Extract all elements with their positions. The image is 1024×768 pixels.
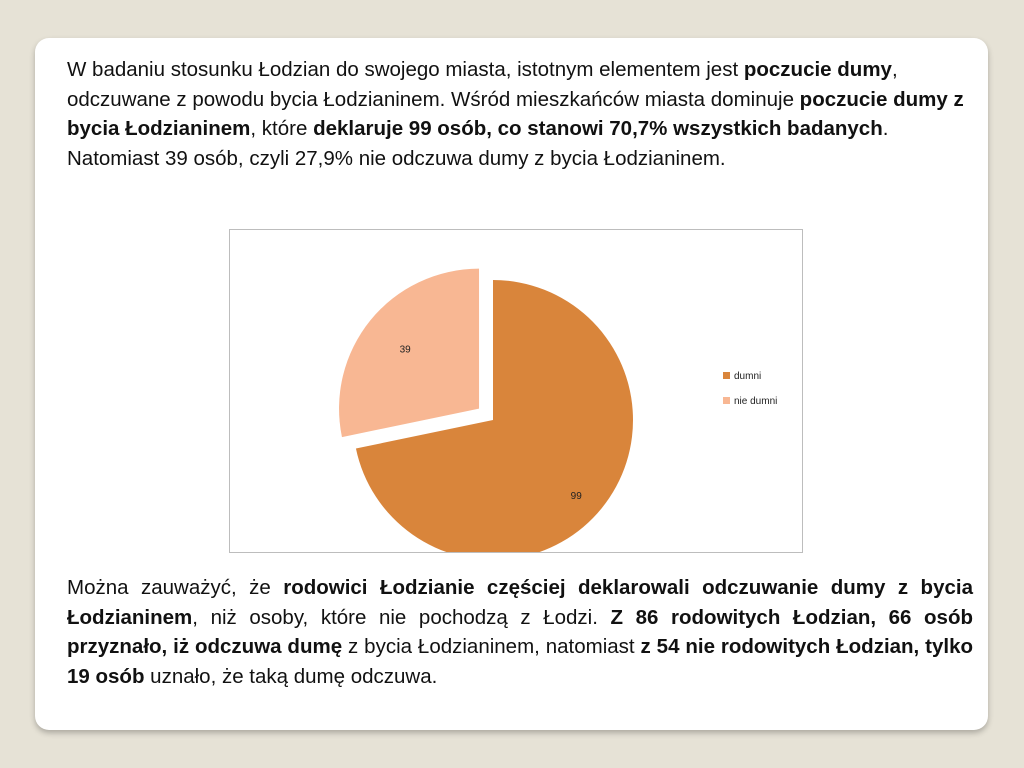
bold-text-run: deklaruje 99 osób, co stanowi 70,7% wszystkich badanych <box>313 117 883 140</box>
text-run: , które <box>250 117 314 140</box>
bold-text-run: poczucie dumy z bycia Łodzianinem <box>67 87 964 140</box>
data-label-nie-dumni: 39 <box>399 344 411 356</box>
legend-label-dumni: dumni <box>734 371 762 382</box>
legend-swatch-nie-dumni <box>723 397 730 404</box>
slide <box>35 38 988 730</box>
bold-text-run: Z 86 rodowitych Łodzian, 66 osób przyznało, iż odczuwa dumę <box>67 605 974 658</box>
legend-label-nie-dumni: nie dumni <box>734 396 778 407</box>
text-run: uznało, że taką dumę odczuwa. <box>144 664 438 688</box>
pie-chart <box>229 229 803 553</box>
conclusion-paragraph <box>67 573 973 691</box>
bold-text-run: poczucie dumy <box>743 58 892 81</box>
legend-swatch-dumni <box>723 372 730 379</box>
text-run: , niż osoby, które nie pochodzą z Łodzi. <box>192 605 611 629</box>
text-run: W badaniu stosunku Łodzian do swojego miasta, istotnym elementem jest <box>67 58 744 81</box>
data-label-dumni: 99 <box>570 490 582 502</box>
bold-text-run: z 54 nie rodowitych Łodzian, tylko 19 osób <box>67 635 973 688</box>
text-run: . Natomiast 39 osób, czyli 27,9% nie odczuwa dumy z bycia Łodzianinem. <box>67 117 889 170</box>
intro-paragraph <box>67 55 973 173</box>
text-run: Można zauważyć, że <box>67 576 284 599</box>
pie-chart-svg <box>230 230 802 552</box>
bold-text-run: rodowici Łodzianie częściej deklarowali odczuwanie dumy z bycia Łodzianinem <box>67 576 973 629</box>
text-run: , odczuwane z powodu bycia Łodzianinem. Wśród mieszkańców miasta dominuje <box>67 58 898 111</box>
text-run: z bycia Łodzianinem, natomiast <box>342 635 641 658</box>
